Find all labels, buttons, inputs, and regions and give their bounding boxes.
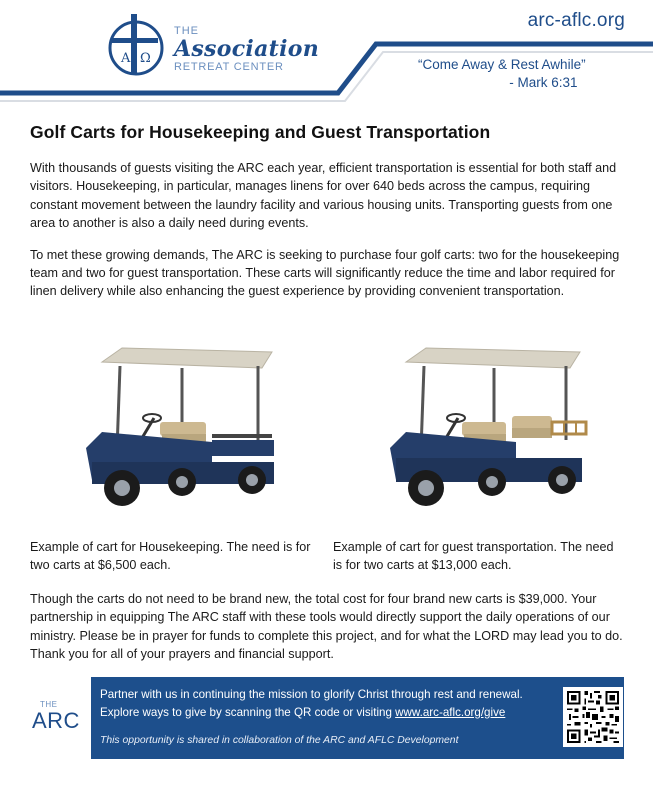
arc-footer-logo	[30, 700, 90, 740]
logo-subtitle: RETREAT CENTER	[174, 61, 284, 73]
qr-code-icon	[565, 689, 621, 745]
scripture-quote	[418, 56, 586, 92]
collaboration-note: This opportunity is shared in collaboration of the ARC and AFLC Development	[100, 735, 459, 746]
giving-message: Partner with us in continuing the mission to glorify Christ through rest and renewal. Explore ways to give by scanning the QR code or visiting	[100, 688, 523, 719]
page-header	[0, 0, 653, 110]
intro-paragraph: With thousands of guests visiting the ARC each year, efficient transportation is essential for both staff and visitors. Housekeeping, in particular, manages linens for over 640 beds across the campus, requiring constant movement between the laundry facility and various housing units. Transporting guests from one area to another is also a daily need during events.	[30, 161, 617, 231]
giving-banner	[91, 677, 624, 759]
svg-text:Ω: Ω	[140, 51, 151, 66]
cart-examples	[30, 330, 625, 580]
quote-text: “Come Away & Rest Awhile”	[418, 57, 586, 72]
guest-cart-image	[366, 330, 606, 530]
association-logo[interactable]	[100, 12, 320, 76]
give-link[interactable]: www.arc-aflc.org/give	[395, 705, 506, 719]
guest-caption: Example of cart for guest transportation. The need is for two carts at $13,000 each.	[333, 540, 614, 573]
logo-the: THE	[174, 25, 199, 37]
svg-text:A: A	[121, 51, 131, 66]
logo-name: Association	[174, 36, 320, 62]
request-paragraph: To met these growing demands, The ARC is seeking to purchase four golf carts: two for the housekeeping team and two for guest transportation. These carts will significantly reduce the time and labor required for linen delivery while also enhancing the guest experience by providing convenient transportation.	[30, 247, 620, 299]
cross-logo-icon	[100, 12, 172, 76]
housekeeping-caption: Example of cart for Housekeeping. The need is for two carts at $6,500 each.	[30, 540, 311, 573]
main-content	[30, 122, 625, 301]
giving-text	[100, 686, 560, 721]
footer-logo-the: THE	[40, 700, 58, 709]
housekeeping-cart-image	[62, 330, 302, 530]
page-title: Golf Carts for Housekeeping and Guest Transportation	[30, 122, 491, 142]
closing-paragraph: Though the carts do not need to be brand new, the total cost for four brand new carts is $39,000. Your partnership in equipping The ARC staff with these tools would directly support the daily operations of our ministry. Please be in prayer for funds to complete this project, and for what the LORD may lead you to do. Thank you for all of your prayers and financial support.	[30, 592, 623, 662]
footer-logo-arc: ARC	[32, 708, 80, 733]
qr-code[interactable]	[563, 687, 623, 747]
quote-reference: - Mark 6:31	[509, 75, 578, 90]
site-url[interactable]: arc-aflc.org	[527, 10, 625, 31]
